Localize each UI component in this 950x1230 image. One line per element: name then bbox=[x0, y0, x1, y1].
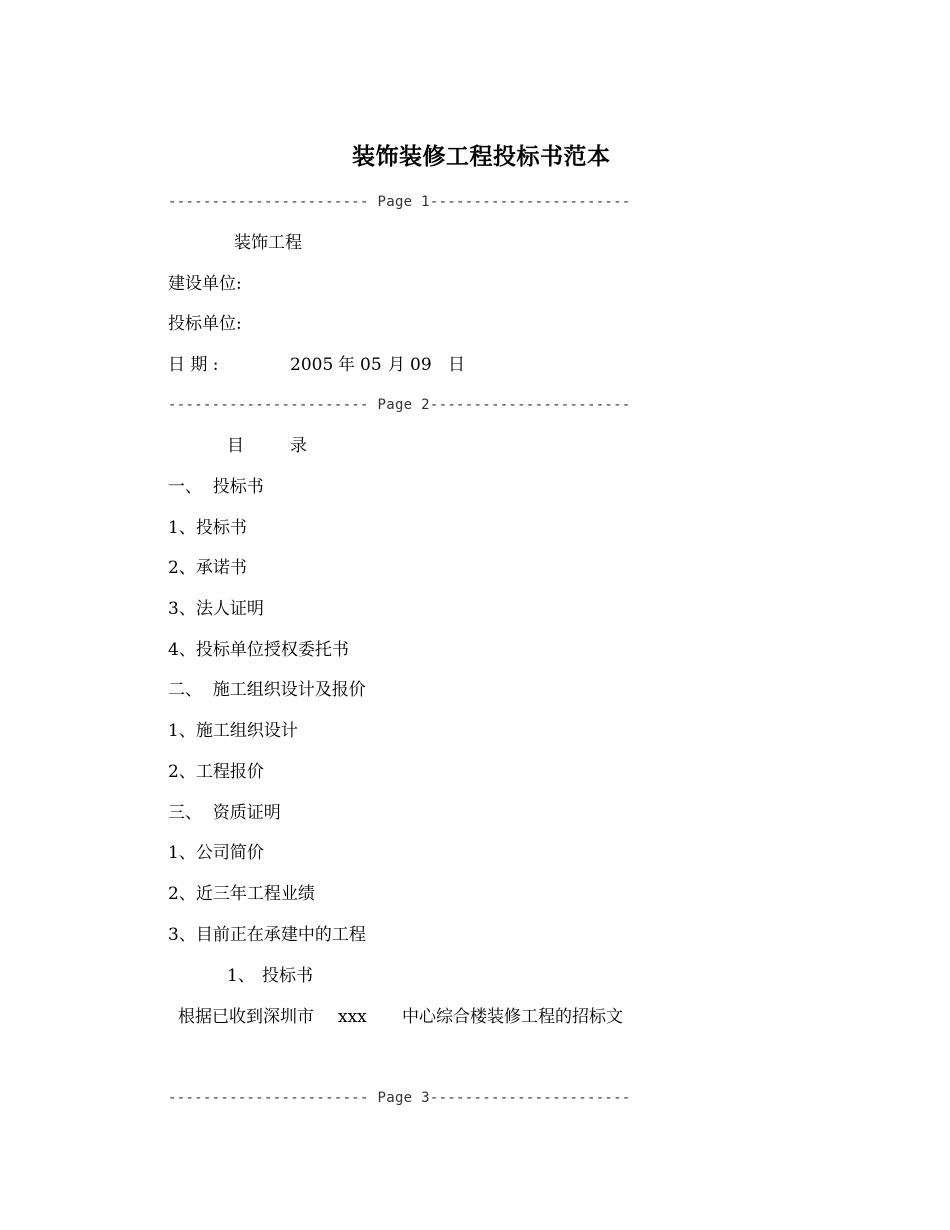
cover-project-name: 装饰工程 bbox=[234, 233, 302, 253]
section-body-start: 根据已收到深圳市 bbox=[178, 1007, 314, 1027]
toc-item: 1、公司简价 bbox=[168, 843, 264, 863]
toc-item: 二、 施工组织设计及报价 bbox=[168, 680, 366, 700]
section-title: 投标书 bbox=[262, 966, 313, 986]
toc-item: 1、施工组织设计 bbox=[168, 721, 298, 741]
cover-date-day-unit: 日 bbox=[448, 355, 465, 375]
toc-item: 三、 资质证明 bbox=[168, 803, 281, 823]
page-separator-3: ----------------------- Page 3----------------------- bbox=[168, 1090, 631, 1106]
section-number: 1、 bbox=[227, 966, 255, 986]
cover-date-day: 09 bbox=[410, 355, 432, 375]
toc-item: 一、 投标书 bbox=[168, 477, 264, 497]
toc-heading-2: 录 bbox=[290, 436, 307, 456]
cover-owner-label: 建设单位: bbox=[168, 274, 242, 294]
toc-item: 4、投标单位授权委托书 bbox=[168, 640, 349, 660]
toc-item: 1、投标书 bbox=[168, 518, 247, 538]
toc-heading-1: 目 bbox=[227, 436, 244, 456]
cover-date-year-unit: 年 bbox=[338, 355, 355, 375]
section-body-placeholder: xxx bbox=[338, 1007, 367, 1027]
toc-item: 2、工程报价 bbox=[168, 762, 264, 782]
page-separator-2: ----------------------- Page 2----------------------- bbox=[168, 397, 631, 413]
document-title: 装饰装修工程投标书范本 bbox=[352, 143, 611, 170]
toc-item: 2、承诺书 bbox=[168, 558, 247, 578]
page-separator-1: ----------------------- Page 1----------------------- bbox=[168, 194, 631, 210]
cover-date-year: 2005 bbox=[290, 355, 334, 375]
toc-item: 3、法人证明 bbox=[168, 599, 264, 619]
cover-date-label: 日 期 : bbox=[168, 355, 219, 375]
section-body-end: 中心综合楼装修工程的招标文 bbox=[402, 1007, 623, 1027]
cover-date-month-unit: 月 bbox=[388, 355, 405, 375]
toc-item: 3、目前正在承建中的工程 bbox=[168, 925, 366, 945]
cover-date-month: 05 bbox=[360, 355, 382, 375]
cover-bidder-label: 投标单位: bbox=[168, 314, 242, 334]
toc-item: 2、近三年工程业绩 bbox=[168, 884, 315, 904]
